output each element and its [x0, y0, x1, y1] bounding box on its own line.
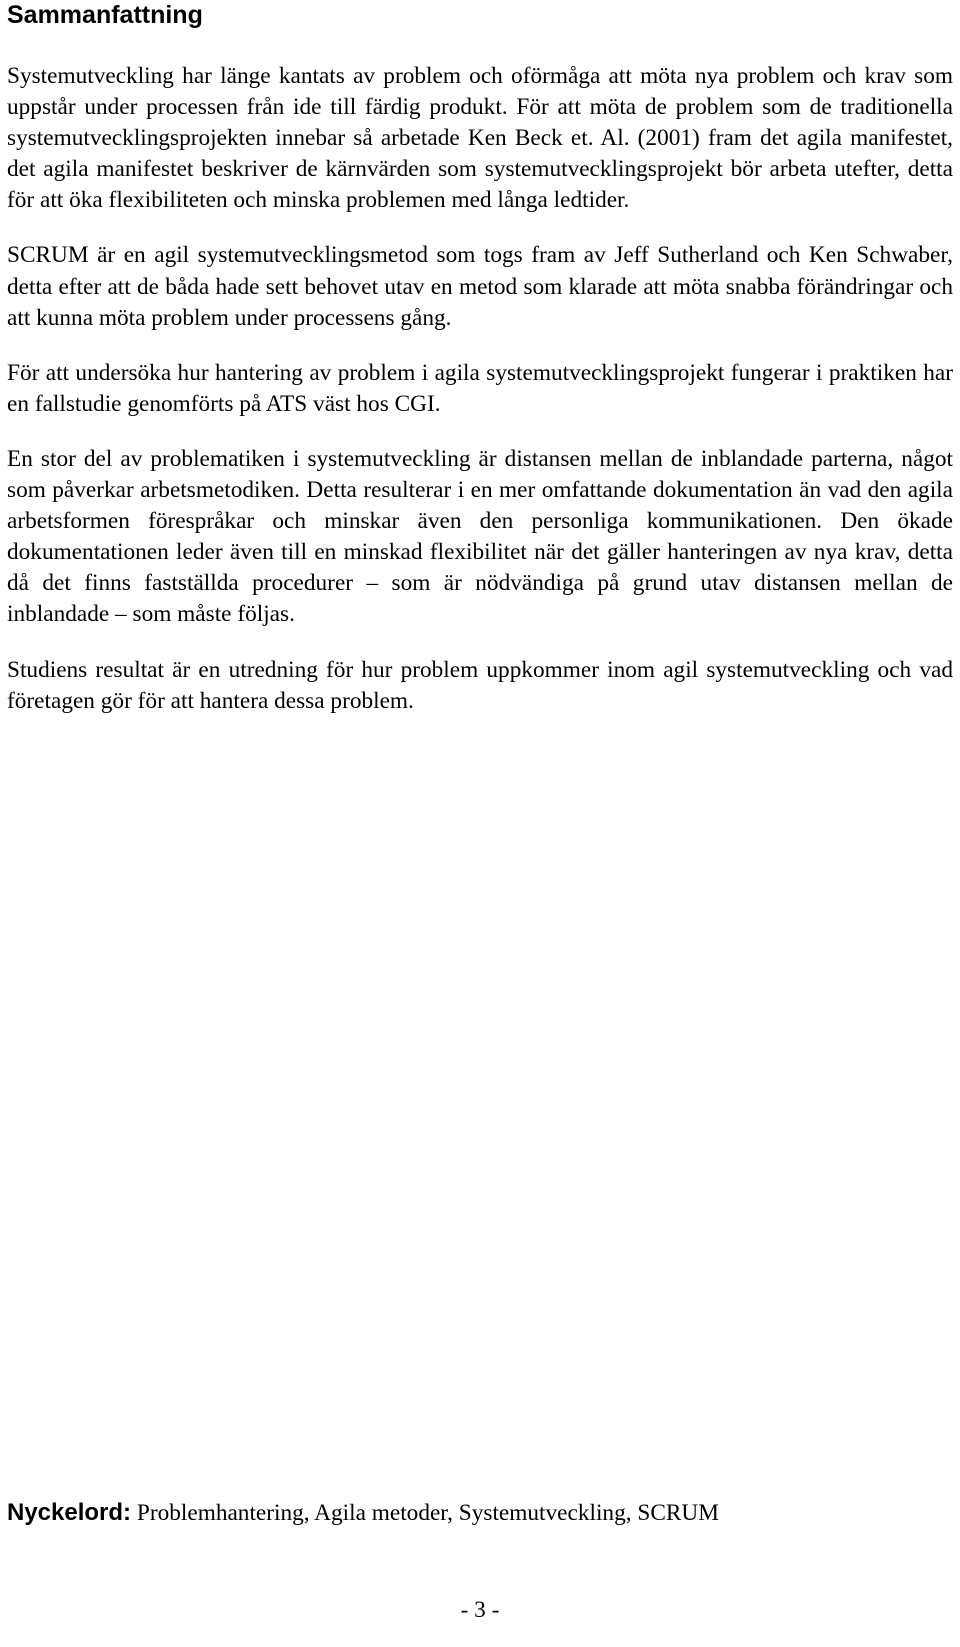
paragraph-4: En stor del av problematiken i systemutveckling är distansen mellan de inblandade parterna, något som påverkar arbetsmetodiken. Detta resulterar i en mer omfattande dokumentation än vad den agila arbetsformen förespråkar och minskar även den personliga kommunikationen. Den ökade dokumentationen leder även till en minskad flexibilitet när det gäller hanteringen av nya krav, detta då det finns fastställda procedurer – som är nödvändiga på grund utav distansen mellan de inblandade – som måste följas. [7, 445, 953, 628]
section-heading: Sammanfattning [7, 1, 203, 29]
keywords-text: Problemhantering, Agila metoder, Systemutveckling, SCRUM [131, 1500, 719, 1526]
paragraph-5: Studiens resultat är en utredning för hur problem uppkommer inom agil systemutveckling och vad företagen gör för att hantera dessa problem. [7, 656, 953, 714]
page-number: - 3 - [460, 1597, 500, 1623]
keywords-label: Nyckelord: [7, 1499, 132, 1526]
paragraph-3: För att undersöka hur hantering av problem i agila systemutvecklingsprojekt fungerar i praktiken har en fallstudie genomförts på ATS väst hos CGI. [7, 359, 953, 417]
paragraph-2: SCRUM är en agil systemutvecklingsmetod som togs fram av Jeff Sutherland och Ken Schwaber, detta efter att de båda hade sett behovet utav en metod som klarade att möta snabba förändringar och att kunna möta problem under processens gång. [7, 242, 953, 331]
paragraph-1: Systemutveckling har länge kantats av problem och oförmåga att möta nya problem och krav som uppstår under processen från ide till färdig produkt. För att möta de problem som de traditionella systemutvecklingsprojekten innebar så arbetade Ken Beck et. Al. (2001) fram det agila manifestet, det agila manifestet beskriver de kärnvärden som systemutvecklingsprojekt bör arbeta utefter, detta för att öka flexibiliteten och minska problemen med långa ledtider. [7, 63, 953, 214]
document-page [7, 0, 953, 1647]
keywords-line [7, 1497, 719, 1529]
abstract-body [7, 61, 953, 741]
